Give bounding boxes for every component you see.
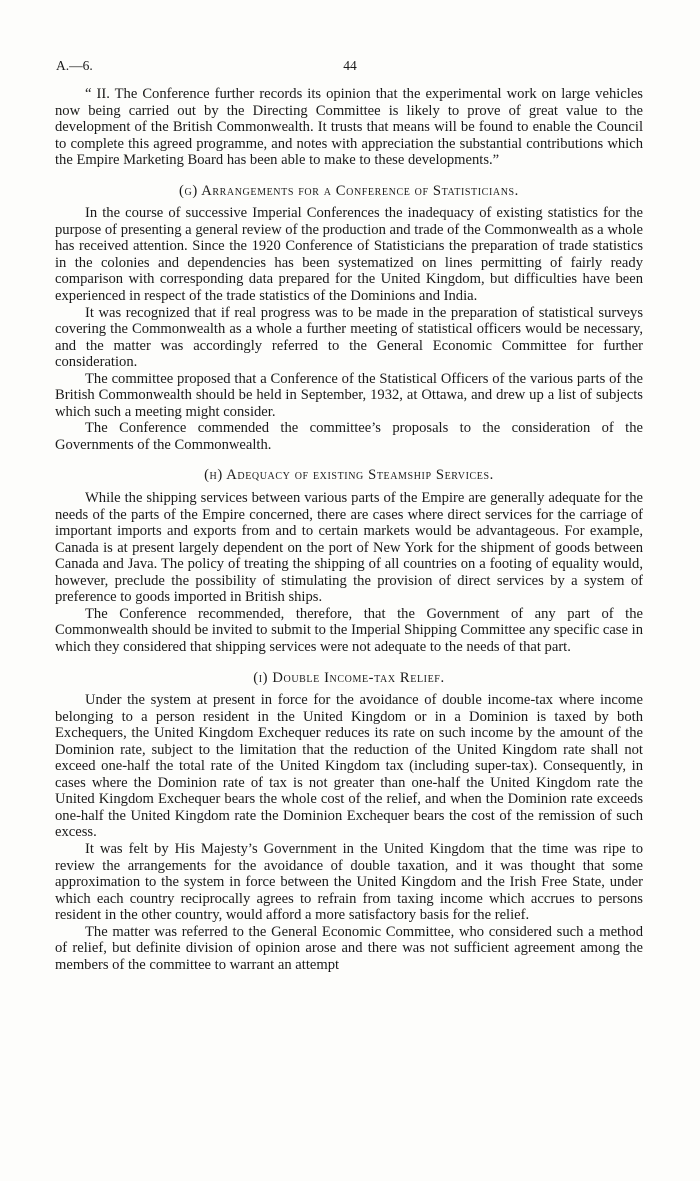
body-paragraph: In the course of successive Imperial Conferences the inadequacy of existing statistics for the purpose of presenting a general review of the production and trade of the Commonwealth as a whole has received attention. Since the 1920 Conference of Statisticians the preparation of trade statistics in the colonies and dependencies has been systematized on lines permitting of fairly ready comparison with corresponding data prepared for the United Kingdom, but difficulties have been experienced in respect of the trade statistics of the Dominions and India. <box>55 205 643 305</box>
section-heading-income-tax-relief: (i) Double Income-tax Relief. <box>253 669 445 686</box>
body-paragraph: The Conference recommended, therefore, that the Government of any part of the Commonwealth should be invited to submit to the Imperial Shipping Committee any specific case in which they considered that shipping services were not adequate to the needs of that part. <box>55 605 643 655</box>
body-paragraph: The matter was referred to the General Economic Committee, who considered such a method of relief, but definite division of opinion arose and there was not sufficient agreement among the members of the committee to warrant an attempt <box>55 923 643 973</box>
page-header <box>56 58 644 76</box>
body-paragraph: While the shipping services between various parts of the Empire are generally adequate for the needs of the parts of the Empire concerned, there are cases where direct services for the carriage of important imports and exports from and to certain markets would be advantageous. For example, Canada is at present largely dependent on the port of New York for the shipment of goods between Canada and Java. The policy of treating the shipping of all countries on a footing of equality would, however, preclude the possibility of stimulating the provision of direct services by a system of preference to goods imported in British ships. <box>55 490 643 606</box>
body-paragraph: It was felt by His Majesty’s Government in the United Kingdom that the time was ripe to review the arrangements for the avoidance of double taxation, and it was thought that some approximation to the system in force between the United Kingdom and the Irish Free State, under which each country reciprocally agrees to refrain from taxing income which accrues to persons resident in the other country, would afford a more satisfactory basis for the relief. <box>55 840 643 924</box>
body-paragraph: The Conference commended the committee’s proposals to the consideration of the Governments of the Commonwealth. <box>55 420 643 453</box>
quoted-resolution-paragraph: “ II. The Conference further records its opinion that the experimental work on large vehicles now being carried out by the Directing Committee is likely to prove of great value to the development of the British Commonwealth. It trusts that means will be found to enable the Council to complete this agreed programme, and notes with appreciation the substantial contributions which the Empire Marketing Board has been able to make to these developments.” <box>55 86 643 169</box>
section-heading-statisticians: (g) Arrangements for a Conference of Statisticians. <box>179 182 519 199</box>
body-paragraph: The committee proposed that a Conference of the Statistical Officers of the various parts of the British Commonwealth should be held in September, 1932, at Ottawa, and drew up a list of subjects which such a meeting might consider. <box>55 370 643 420</box>
section-heading-steamship-services: (h) Adequacy of existing Steamship Services. <box>204 467 494 484</box>
body-paragraph: It was recognized that if real progress was to be made in the preparation of statistical surveys covering the Commonwealth as a whole a further meeting of statistical officers would be necessary, and the matter was accordingly referred to the General Economic Committee for further consideration. <box>55 304 643 371</box>
body-paragraph: Under the system at present in force for the avoidance of double income-tax where income belonging to a person resident in the United Kingdom or in a Dominion is taxed by both Exchequers, the United Kingdom Exchequer reduces its rate on such income by the amount of the Dominion rate, subject to the limitation that the reduction of the United Kingdom rate shall not exceed one-half the total rate of the United Kingdom tax (including super-tax). Consequently, in cases where the Dominion rate of tax is not greater than one-half the United Kingdom rate the United Kingdom Exchequer bears the whole cost of the relief, and when the Dominion rate exceeds one-half the United Kingdom rate the Dominion Exchequer bears the cost of the remission of such excess. <box>55 692 643 841</box>
page-number: 44 <box>343 58 357 73</box>
document-body <box>55 86 643 973</box>
document-reference: A.—6. <box>56 58 93 73</box>
